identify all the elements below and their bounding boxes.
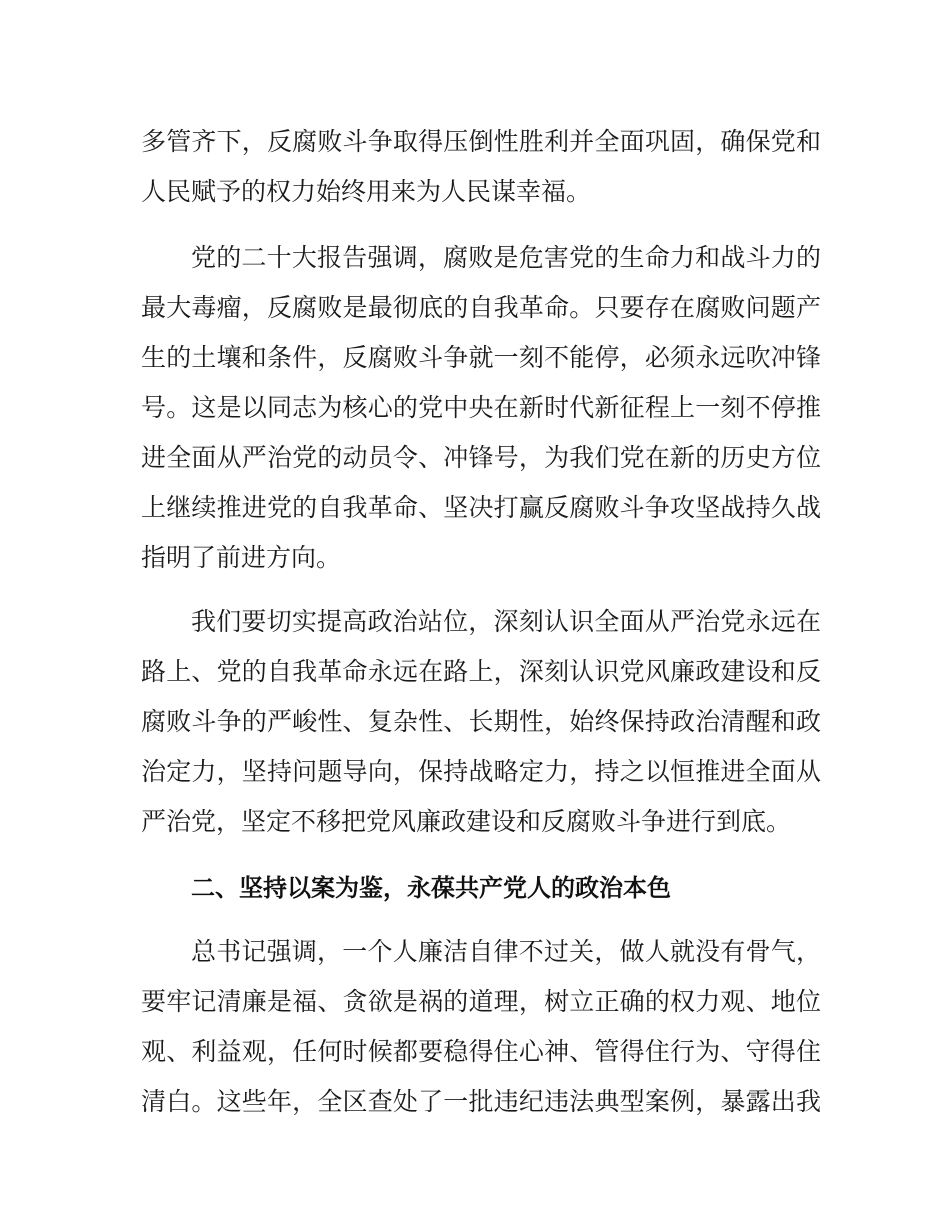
paragraph-3-line-3: 腐败斗争的严峻性、复杂性、长期性，始终保持政治清醒和政 [141,707,821,736]
section-heading: 二、坚持以案为鉴，永葆共产党人的政治本色 [191,874,671,902]
paragraph-4-line-4: 清白。这些年，全区查处了一批违纪违法典型案例，暴露出我 [141,1087,821,1116]
paragraph-2-line-6: 上继续推进党的自我革命、坚决打赢反腐败斗争攻坚战持久战 [141,493,821,522]
paragraph-3-line-4: 治定力，坚持问题导向，保持战略定力，持之以恒推进全面从 [141,757,821,786]
paragraph-2-line-2: 最大毒瘤，反腐败是最彻底的自我革命。只要存在腐败问题产 [141,293,821,322]
paragraph-2-line-4: 号。这是以同志为核心的党中央在新时代新征程上一刻不停推 [141,393,821,422]
paragraph-2-line-5: 进全面从严治党的动员令、冲锋号，为我们党在新的历史方位 [141,443,821,472]
paragraph-2-line-7: 指明了前进方向。 [141,543,342,572]
paragraph-1-line-1: 多管齐下，反腐败斗争取得压倒性胜利并全面巩固，确保党和 [141,127,821,156]
paragraph-3-line-1: 我们要切实提高政治站位，深刻认识全面从严治党永远在 [191,607,821,636]
paragraph-2-line-1: 党的二十大报告强调，腐败是危害党的生命力和战斗力的 [191,243,821,272]
paragraph-4-line-2: 要牢记清廉是福、贪欲是祸的道理，树立正确的权力观、地位 [141,987,821,1016]
paragraph-3-line-5: 严治党，坚定不移把党风廉政建设和反腐败斗争进行到底。 [141,807,792,836]
paragraph-1-line-2: 人民赋予的权力始终用来为人民谋幸福。 [141,177,592,206]
paragraph-4-line-1: 总书记强调，一个人廉洁自律不过关，做人就没有骨气， [191,937,821,966]
paragraph-2-line-3: 生的土壤和条件，反腐败斗争就一刻不能停，必须永远吹冲锋 [141,343,821,372]
paragraph-3-line-2: 路上、党的自我革命永远在路上，深刻认识党风廉政建设和反 [141,657,821,686]
paragraph-4-line-3: 观、利益观，任何时候都要稳得住心神、管得住行为、守得住 [141,1037,821,1066]
